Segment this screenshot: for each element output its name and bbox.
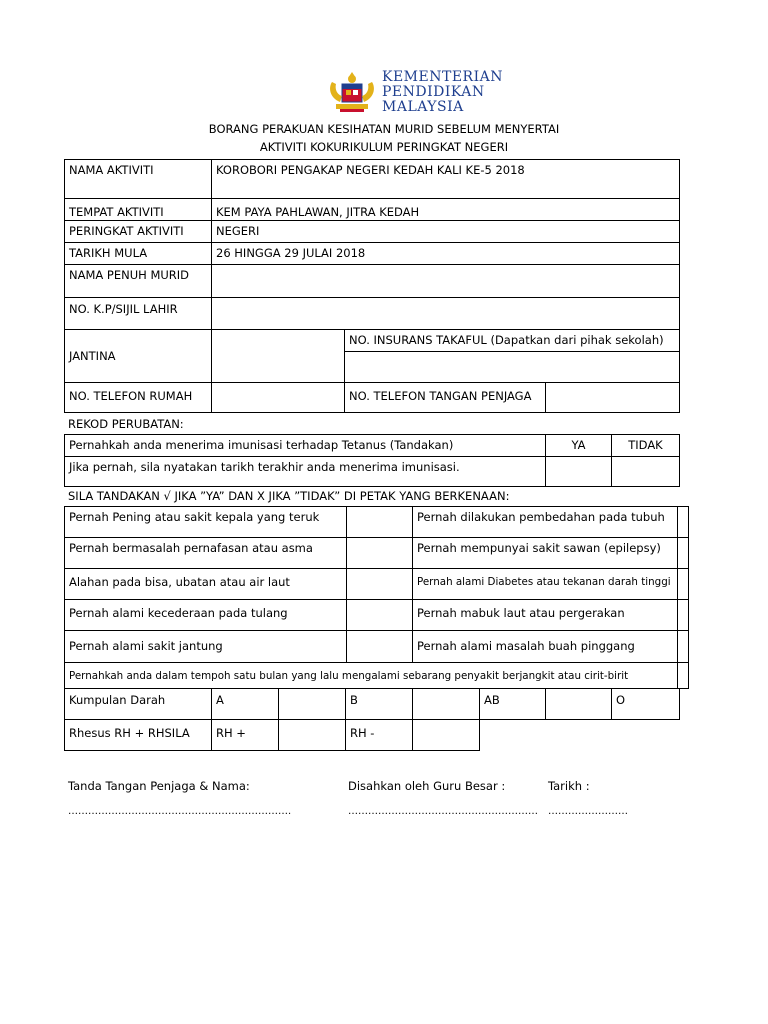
ministry-logo: [326, 69, 503, 115]
blood-b-checkbox[interactable]: [412, 688, 480, 720]
ministry-name-line3: MALAYSIA: [382, 99, 464, 115]
condition-left-3-checkbox[interactable]: [346, 568, 413, 600]
condition-left-5-checkbox[interactable]: [346, 630, 413, 663]
form-title-line2: AKTIVITI KOKURIKULUM PERINGKAT NEGERI: [259, 140, 509, 154]
rh-pos-label: RH +: [211, 719, 279, 751]
peringkat-aktiviti-label: PERINGKAT AKTIVITI: [64, 220, 212, 243]
jantina-field[interactable]: [211, 329, 345, 383]
form-title-line1: BORANG PERAKUAN KESIHATAN MURID SEBELUM MENYERTAI: [208, 122, 560, 136]
tel-penjaga-label: NO. TELEFON TANGAN PENJAGA: [344, 382, 546, 413]
condition-right-5: Pernah alami masalah buah pinggang: [412, 630, 678, 663]
condition-left-2: Pernah bermasalah pernafasan atau asma: [64, 537, 347, 569]
condition-right-1-checkbox[interactable]: [677, 506, 689, 538]
kp-label-text: NO. K.P/SIJIL LAHIR: [69, 302, 178, 316]
tetanus-tidak-checkbox[interactable]: [611, 456, 680, 487]
penjaga-signature-label: Tanda Tangan Penjaga & Nama:: [68, 779, 250, 793]
jantina-label-text: JANTINA: [69, 349, 116, 363]
ministry-name-line1: KEMENTERIAN: [382, 69, 503, 85]
tick-instruction: SILA TANDAKAN √ JIKA ”YA” DAN X JIKA ”TIDAK” DI PETAK YANG BERKENAAN:: [68, 489, 510, 503]
rhesus-label: Rhesus RH + RHSILA: [64, 719, 212, 751]
rekod-perubatan-heading: REKOD PERUBATAN:: [68, 417, 184, 431]
tarikh-mula-value[interactable]: 26 HINGGA 29 JULAI 2018: [211, 242, 680, 265]
tempat-aktiviti-value[interactable]: KEM PAYA PAHLAWAN, JITRA KEDAH: [211, 198, 680, 221]
condition-left-1: Pernah Pening atau sakit kepala yang teruk: [64, 506, 347, 538]
penjaga-signature-line[interactable]: ………………………………………………………….: [68, 806, 292, 817]
insurans-label: NO. INSURANS TAKAFUL (Dapatkan dari pihak sekolah): [344, 329, 680, 352]
rh-neg-label: RH -: [345, 719, 413, 751]
condition-left-4: Pernah alami kecederaan pada tulang: [64, 599, 347, 631]
peringkat-aktiviti-value[interactable]: NEGERI: [211, 220, 680, 243]
nama-aktiviti-label: NAMA AKTIVITI: [64, 159, 212, 199]
coat-of-arms-icon: [326, 70, 378, 114]
condition-right-4: Pernah mabuk laut atau pergerakan: [412, 599, 678, 631]
jantina-label: [64, 329, 212, 383]
tetanus-date-question: Jika pernah, sila nyatakan tarikh terakhir anda menerima imunisasi.: [64, 456, 546, 487]
tetanus-ya-checkbox[interactable]: [545, 456, 612, 487]
blood-b-label: B: [345, 688, 413, 720]
blood-a-label: A: [211, 688, 279, 720]
condition-right-3-checkbox[interactable]: [677, 568, 689, 600]
tarikh-mula-label: TARIKH MULA: [64, 242, 212, 265]
condition-right-2-checkbox[interactable]: [677, 537, 689, 569]
tel-penjaga-field[interactable]: [545, 382, 680, 413]
tarikh-line[interactable]: ……………………: [548, 806, 628, 817]
tetanus-question: Pernahkah anda menerima imunisasi terhadap Tetanus (Tandakan): [64, 434, 546, 457]
guru-besar-label: Disahkan oleh Guru Besar :: [348, 779, 506, 793]
tel-rumah-label: NO. TELEFON RUMAH: [64, 382, 212, 413]
rh-neg-checkbox[interactable]: [412, 719, 480, 751]
rh-pos-checkbox[interactable]: [278, 719, 346, 751]
nama-aktiviti-value[interactable]: KOROBORI PENGAKAP NEGERI KEDAH KALI KE-5 2018: [211, 159, 680, 199]
blood-o-label: O: [611, 688, 680, 720]
insurans-field[interactable]: [344, 351, 680, 383]
tempat-aktiviti-label: TEMPAT AKTIVITI: [64, 198, 212, 221]
guru-besar-signature-line[interactable]: …………………………………………………: [348, 806, 538, 817]
condition-left-1-checkbox[interactable]: [346, 506, 413, 538]
condition-right-1: Pernah dilakukan pembedahan pada tubuh: [412, 506, 678, 538]
condition-left-2-checkbox[interactable]: [346, 537, 413, 569]
condition-left-5: Pernah alami sakit jantung: [64, 630, 347, 663]
condition-left-3: Alahan pada bisa, ubatan atau air laut: [64, 568, 347, 600]
blood-ab-label: AB: [479, 688, 546, 720]
blood-a-checkbox[interactable]: [278, 688, 346, 720]
kp-label: [64, 297, 212, 330]
nama-murid-label: NAMA PENUH MURID: [64, 264, 212, 298]
condition-right-4-checkbox[interactable]: [677, 599, 689, 631]
tarikh-label: Tarikh :: [548, 779, 590, 793]
tel-rumah-field[interactable]: [211, 382, 345, 413]
tetanus-ya-header: YA: [545, 434, 612, 457]
nama-murid-field[interactable]: [211, 264, 680, 298]
ministry-name-line2: PENDIDIKAN: [382, 84, 485, 100]
condition-right-5-checkbox[interactable]: [677, 630, 689, 663]
infectious-checkbox[interactable]: [677, 662, 689, 689]
blood-group-label: Kumpulan Darah: [64, 688, 212, 720]
condition-left-4-checkbox[interactable]: [346, 599, 413, 631]
condition-right-2: Pernah mempunyai sakit sawan (epilepsy): [412, 537, 678, 569]
condition-right-3: Pernah alami Diabetes atau tekanan darah tinggi: [412, 568, 678, 600]
infectious-question: Pernahkah anda dalam tempoh satu bulan yang lalu mengalami sebarang penyakit berjangkit atau cirit-birit: [64, 662, 678, 689]
kp-field[interactable]: [211, 297, 680, 330]
blood-ab-checkbox[interactable]: [545, 688, 612, 720]
tetanus-tidak-header: TIDAK: [611, 434, 680, 457]
